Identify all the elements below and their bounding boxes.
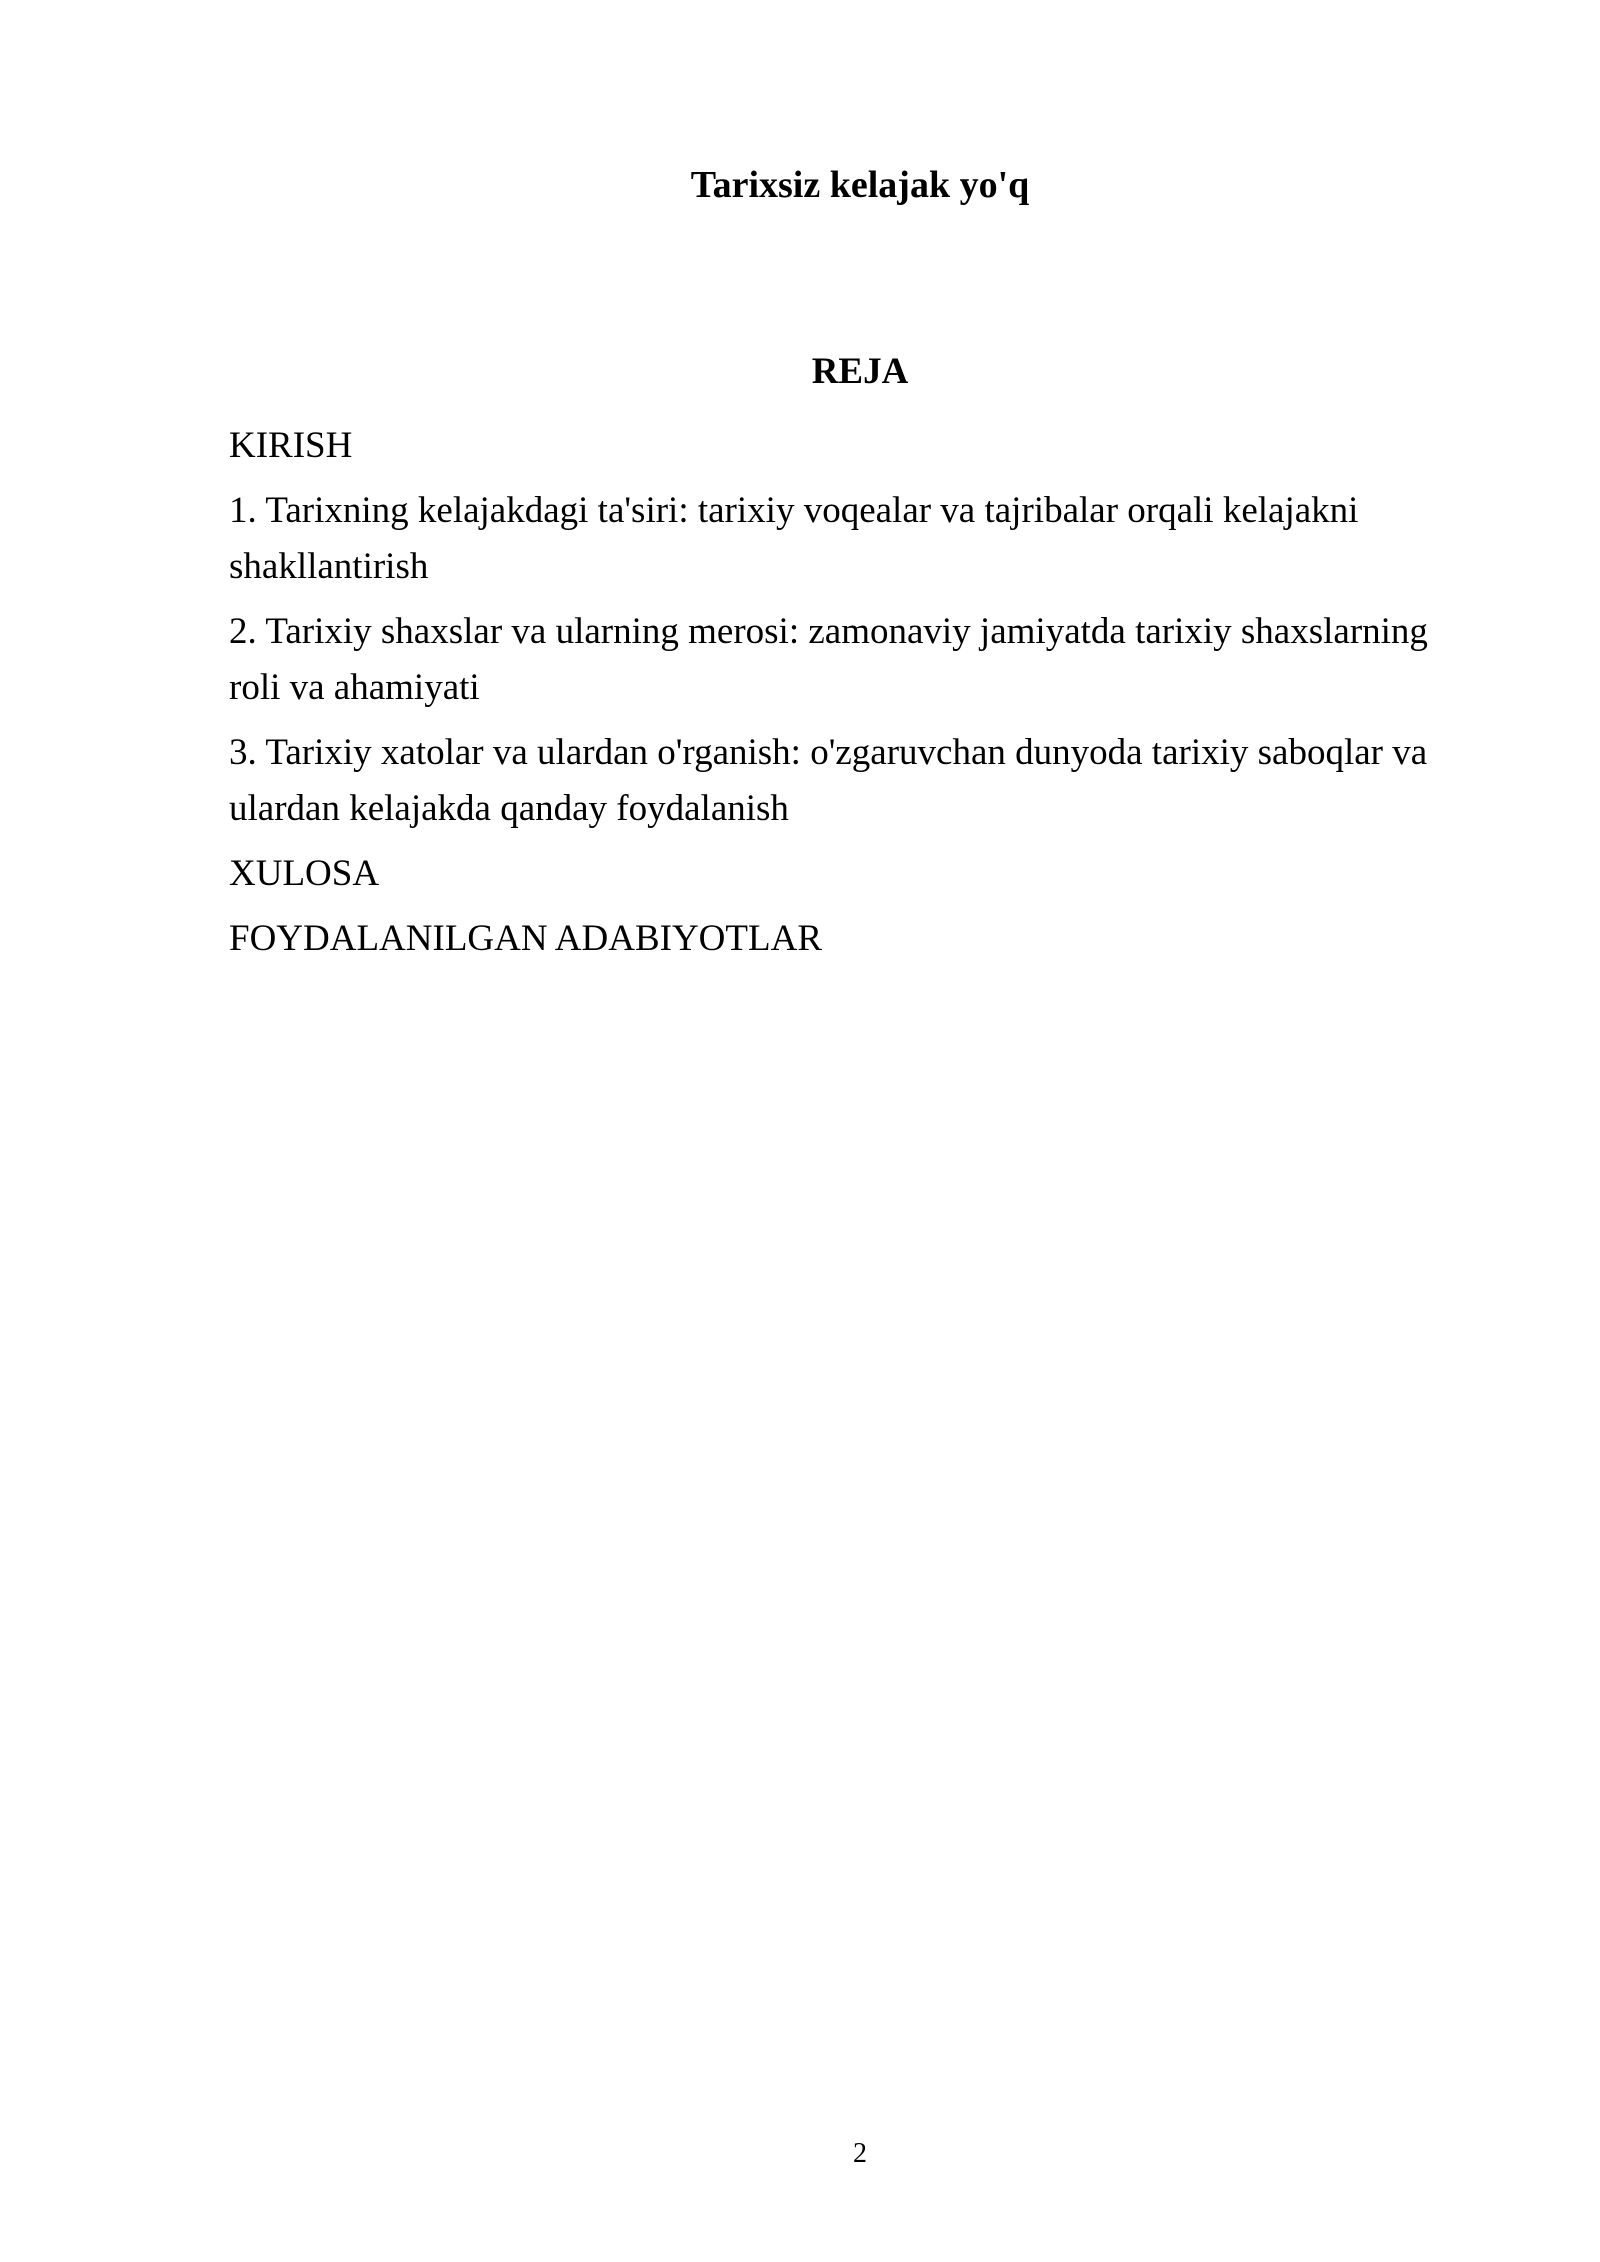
document-title: Tarixsiz kelajak yo'q	[690, 164, 1030, 206]
plan-item-references: FOYDALANILGAN ADABIYOTLAR	[229, 918, 822, 959]
plan-item-3: 3. Tarixiy xatolar va ulardan o'rganish: o'zgaruvchan dunyoda tarixiy saboqlar va ulardan kelajakda qanday foydalanish	[229, 732, 1428, 829]
plan-item-conclusion: XULOSA	[229, 853, 380, 894]
plan-list	[229, 418, 1469, 976]
plan-item-1: 1. Tarixning kelajakdagi ta'siri: tarixiy voqealar va tajribalar orqali kelajakni shakllantirish	[229, 490, 1359, 587]
plan-item-2: 2. Tarixiy shaxslar va ularning merosi: zamonaviy jamiyatda tarixiy shaxslarning roli va ahamiyati	[229, 611, 1428, 708]
plan-heading: REJA	[811, 351, 909, 392]
page-number: 2	[853, 2138, 867, 2169]
plan-item-introduction: KIRISH	[229, 425, 353, 466]
